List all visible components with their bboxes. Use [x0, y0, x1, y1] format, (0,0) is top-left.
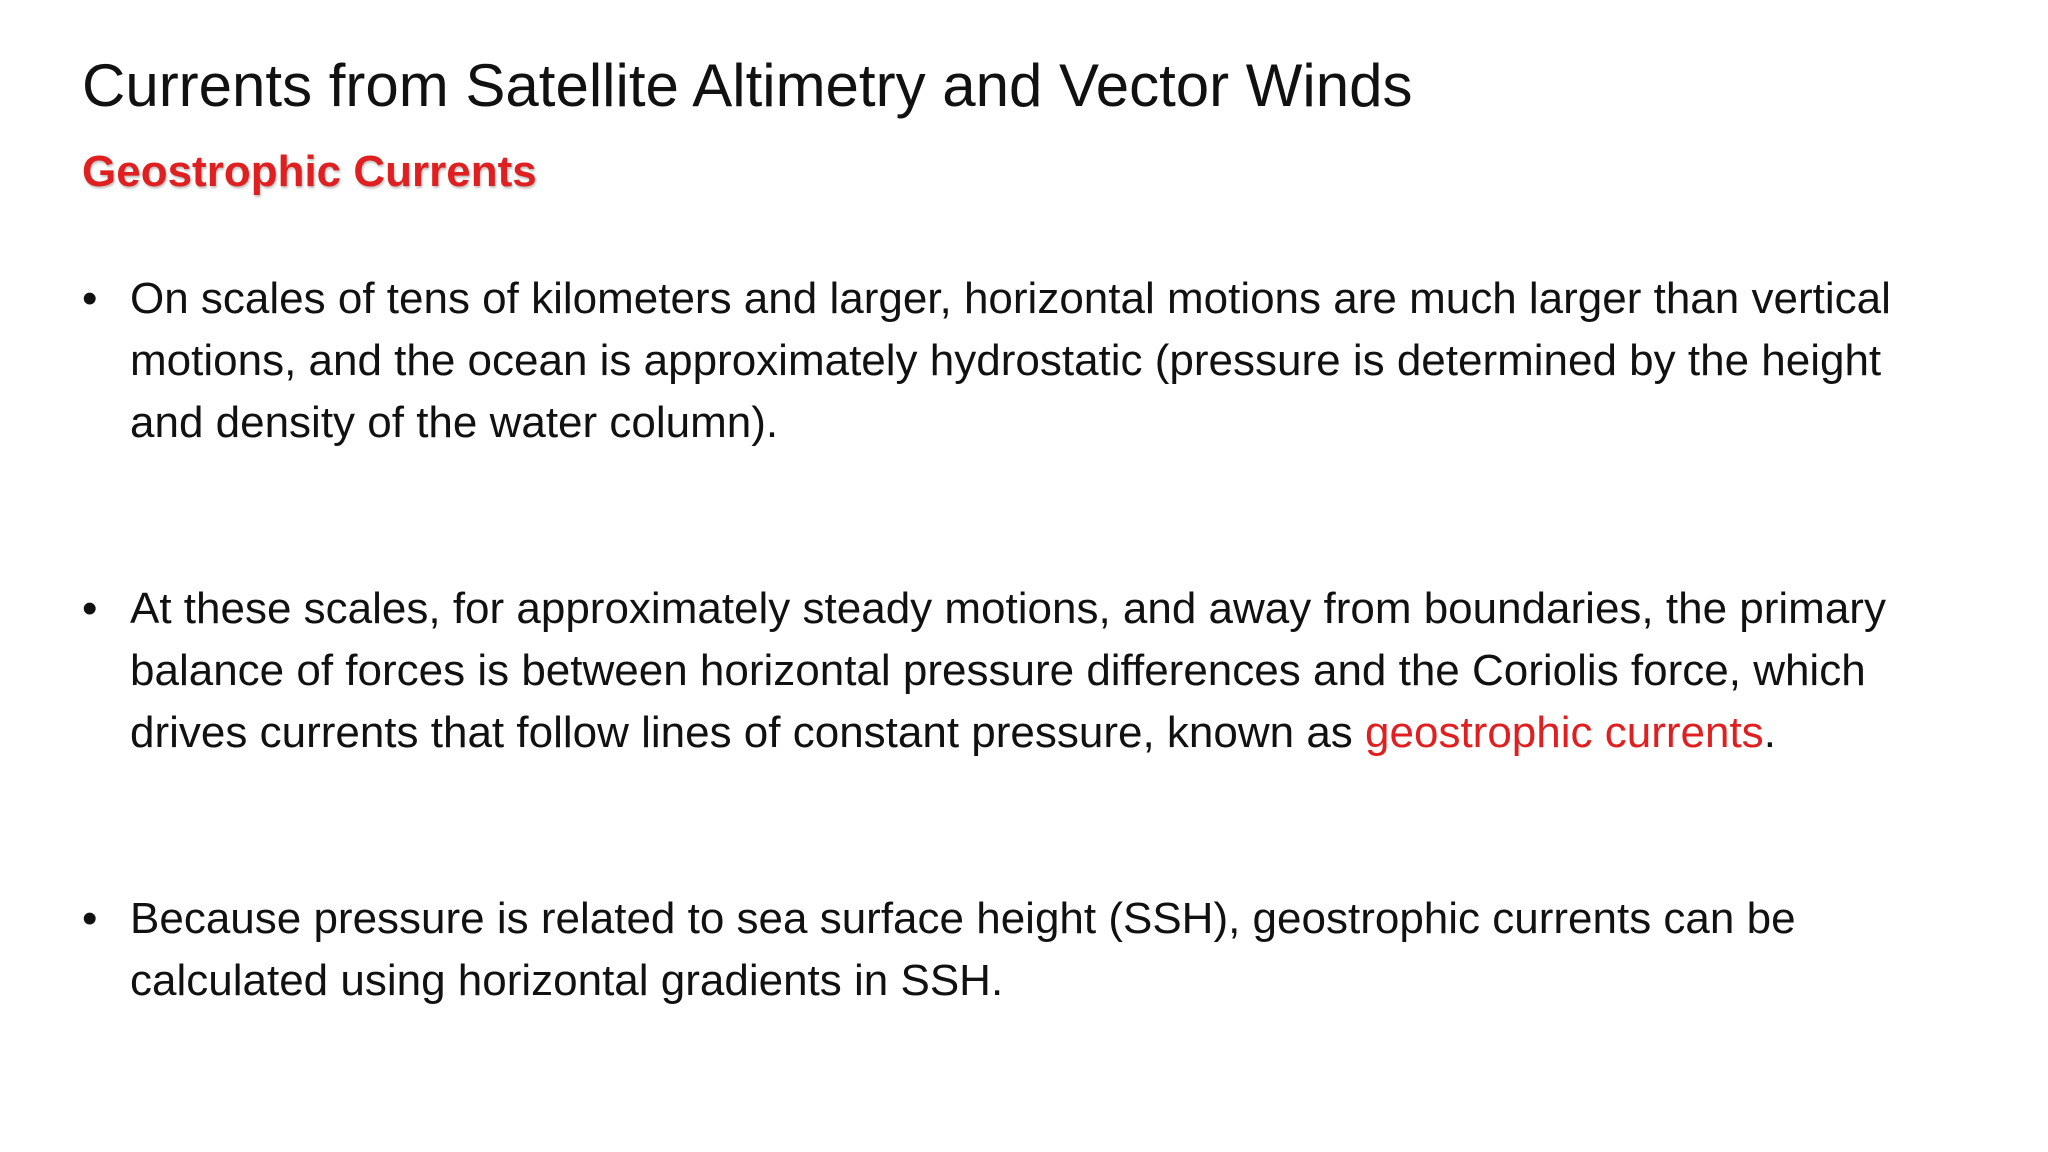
bullet-text: At these scales, for approximately steady motions, and away from boundaries, the primary balance of forces is between horizontal pressure differences and the Coriolis force, which drives currents that follow lines of constant pressure, known as — [130, 584, 1886, 757]
bullet-icon: • — [82, 584, 98, 633]
bullet-item-2 — [82, 578, 1942, 764]
bullet-icon: • — [82, 274, 98, 323]
bullet-text: Because pressure is related to sea surface height (SSH), geostrophic currents can be calculated using horizontal gradients in SSH. — [130, 894, 1796, 1005]
bullet-text-end: . — [1763, 708, 1776, 757]
bullet-item-1 — [82, 268, 1942, 454]
bullet-icon: • — [82, 894, 98, 943]
bullet-list — [82, 268, 1942, 1012]
slide-subtitle: Geostrophic Currents — [82, 147, 537, 196]
slide-title: Currents from Satellite Altimetry and Vector Winds — [82, 52, 1413, 119]
bullet-item-3 — [82, 888, 1942, 1012]
bullet-highlight-term: geostrophic currents — [1365, 708, 1764, 757]
bullet-text: On scales of tens of kilometers and larger, horizontal motions are much larger than vertical motions, and the ocean is approximately hydrostatic (pressure is determined by the height and density of the water column). — [130, 274, 1891, 447]
